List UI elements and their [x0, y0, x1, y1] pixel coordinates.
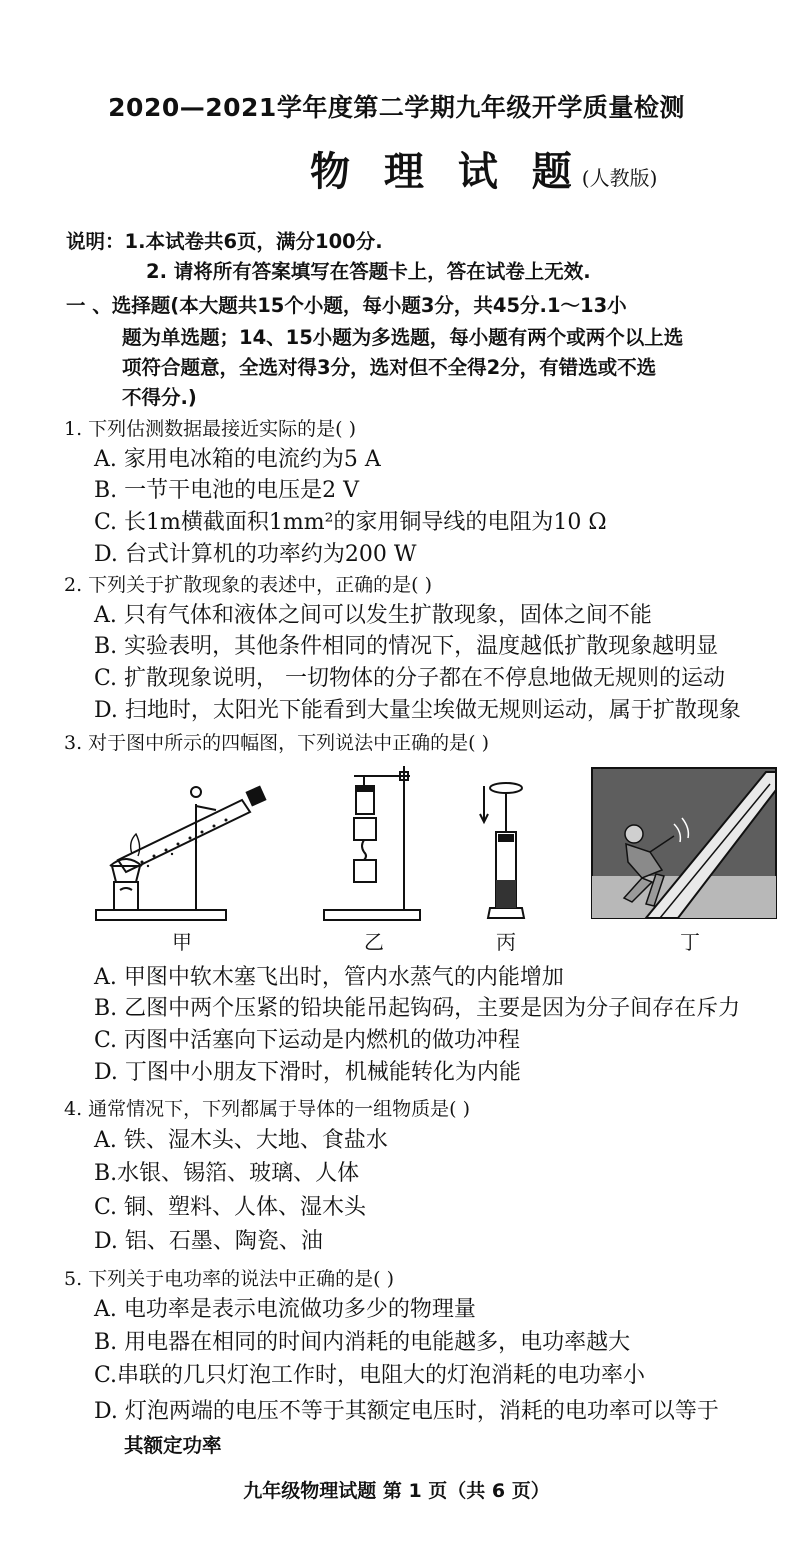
question-5-option-b: B. 用电器在相同的时间内消耗的电能越多，电功率越大	[94, 1330, 631, 1355]
question-1-stem: 1. 下列估测数据最接近实际的是( )	[64, 418, 357, 440]
figure-label-bing: 丙	[496, 930, 516, 954]
figure-label-ding: 丁	[680, 930, 700, 954]
section-heading-line-2: 题为单选题；14、15小题为多选题，每小题有两个或两个以上选	[122, 326, 684, 349]
subject-name: 物 理 试 题	[310, 149, 582, 195]
question-4-option-c: C. 铜、塑料、人体、湿木头	[94, 1195, 367, 1220]
question-5-option-d: D. 灯泡两端的电压不等于其额定电压时，消耗的电功率可以等于	[94, 1399, 719, 1424]
section-heading-line-4: 不得分.)	[122, 386, 197, 409]
question-3-option-d: D. 丁图中小朋友下滑时，机械能转化为内能	[94, 1060, 521, 1085]
question-2-option-c: C. 扩散现象说明， 一切物体的分子都在不停息地做无规则的运动	[94, 666, 726, 691]
question-3-option-b: B. 乙图中两个压紧的铅块能吊起钩码，主要是因为分子间存在斥力	[94, 996, 741, 1021]
exam-title: 2020—2021学年度第二学期九年级开学质量检测	[108, 93, 685, 122]
section-heading-line-1: 一 、选择题(本大题共15个小题，每小题3分，共45分.1～13小	[66, 294, 627, 317]
question-5-stem: 5. 下列关于电功率的说法中正确的是( )	[64, 1268, 395, 1290]
question-4-stem: 4. 通常情况下，下列都属于导体的一组物质是( )	[64, 1098, 471, 1120]
question-3-option-c: C. 丙图中活塞向下运动是内燃机的做功冲程	[94, 1028, 521, 1053]
page-footer: 九年级物理试题 第 1 页（共 6 页）	[243, 1480, 550, 1502]
question-2-option-b: B. 实验表明，其他条件相同的情况下，温度越低扩散现象越明显	[94, 634, 719, 659]
question-3-option-a: A. 甲图中软木塞飞出时，管内水蒸气的内能增加	[94, 965, 564, 990]
question-3-stem: 3. 对于图中所示的四幅图，下列说法中正确的是( )	[64, 732, 490, 754]
question-2-stem: 2. 下列关于扩散现象的表述中，正确的是( )	[64, 574, 433, 596]
figure-label-yi: 乙	[364, 930, 384, 954]
question-1-option-b: B. 一节干电池的电压是2 V	[94, 478, 360, 503]
question-5-option-a: A. 电功率是表示电流做功多少的物理量	[94, 1297, 476, 1322]
question-1-option-c: C. 长1m横截面积1mm²的家用铜导线的电阻为10 Ω	[94, 510, 607, 535]
question-5-option-d-continued: 其额定功率	[124, 1434, 222, 1457]
question-2-option-d: D. 扫地时，太阳光下能看到大量尘埃做无规则运动，属于扩散现象	[94, 698, 741, 723]
question-1-option-a: A. 家用电冰箱的电流约为5 A	[94, 447, 381, 472]
subject-title	[310, 140, 657, 197]
question-5-option-c: C.串联的几只灯泡工作时，电阻大的灯泡消耗的电功率小	[94, 1363, 646, 1388]
figure-bing-illustration	[476, 762, 556, 927]
note-1: 说明：1.本试卷共6页，满分100分.	[66, 230, 383, 253]
question-4-option-b: B.水银、锡箔、玻璃、人体	[94, 1161, 360, 1186]
question-4-option-a: A. 铁、湿木头、大地、食盐水	[94, 1128, 388, 1153]
question-2-option-a: A. 只有气体和液体之间可以发生扩散现象，固体之间不能	[94, 603, 652, 628]
question-4-option-d: D. 铝、石墨、陶瓷、油	[94, 1229, 323, 1254]
question-3-figures	[92, 762, 782, 962]
figure-yi-illustration	[320, 762, 430, 927]
edition-label: (人教版)	[581, 166, 658, 190]
question-1-option-d: D. 台式计算机的功率约为200 W	[94, 542, 417, 567]
figure-ding-illustration	[590, 766, 780, 924]
section-heading-line-3: 项符合题意，全选对得3分，选对但不全得2分，有错选或不选	[122, 356, 657, 379]
note-2: 2. 请将所有答案填写在答题卡上，答在试卷上无效.	[146, 260, 591, 283]
figure-jia-illustration	[92, 762, 272, 927]
figure-label-jia: 甲	[172, 930, 192, 954]
